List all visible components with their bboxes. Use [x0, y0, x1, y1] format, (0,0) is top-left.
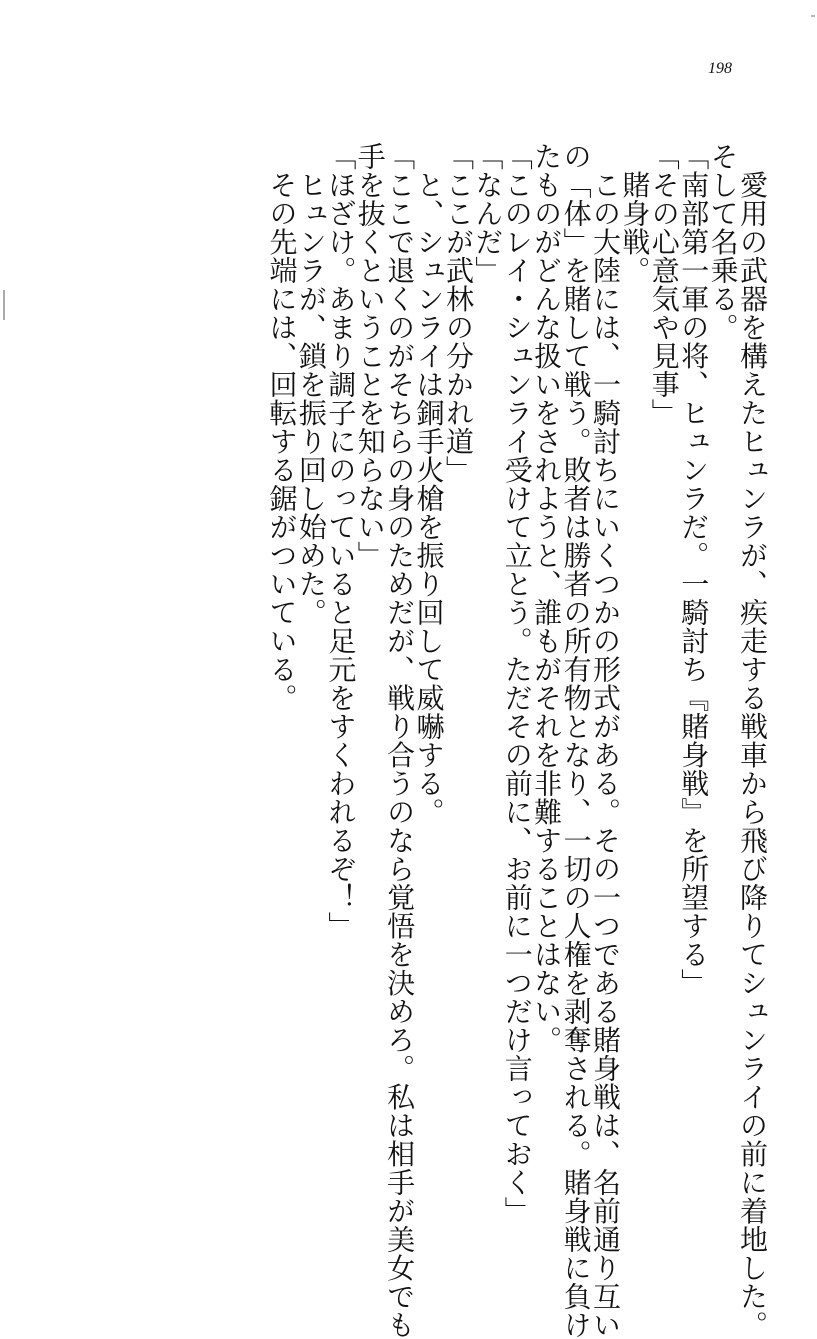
text-line: 「ここが武林の分かれ道」	[441, 142, 475, 484]
text-line: 「ほざけ。あまり調子にのっていると足元をすくわれるぞ！」	[324, 142, 358, 940]
text-line: 「その心意気や見事」	[647, 142, 681, 427]
text-line: と、シュンライは銅手火槍を振り回して威嚇する。	[412, 142, 446, 826]
text-line: その先端には、回転する鋸がついている。	[265, 142, 299, 712]
vertical-text-body	[265, 142, 769, 1339]
text-line: 「このレイ・シュンライ受けて立とう。ただその前に、お前に一つだけ言っておく」	[500, 142, 534, 1225]
text-line: 「南部第一軍の将、ヒュンラだ。一騎討ち『賭身戦』を所望する」	[677, 142, 711, 997]
text-line: たものがどんな扱いをされようと、誰もがそれを非難することはない。	[530, 142, 564, 1054]
text-line: の「体」を賭して戦う。敗者は勝者の所有物となり、一切の人権を剥奪される。賭身戦に負け	[559, 142, 593, 1339]
margin-mark	[3, 290, 5, 320]
text-line: ヒュンラが、鎖を振り回し始めた。	[294, 142, 328, 627]
text-line: 賭身戦。	[618, 142, 652, 285]
corner-mark	[811, 15, 815, 17]
text-line: 「なんだ」	[471, 142, 505, 285]
page-number: 198	[708, 60, 732, 77]
text-line: この大陸には、一騎討ちにいくつかの形式がある。その一つである賭身戦は、名前通り互い	[588, 142, 622, 1339]
text-line: そして名乗る。	[706, 142, 740, 342]
text-line: 愛用の武器を構えたヒュンラが、疾走する戦車から飛び降りてシュンライの前に着地した。	[736, 142, 769, 1339]
text-line: 手を抜くということを知らない」	[353, 142, 387, 570]
text-line: 「ここで退くのがそちらの身のためだが、戦り合うのなら覚悟を決めろ。私は相手が美女でも	[383, 142, 417, 1339]
